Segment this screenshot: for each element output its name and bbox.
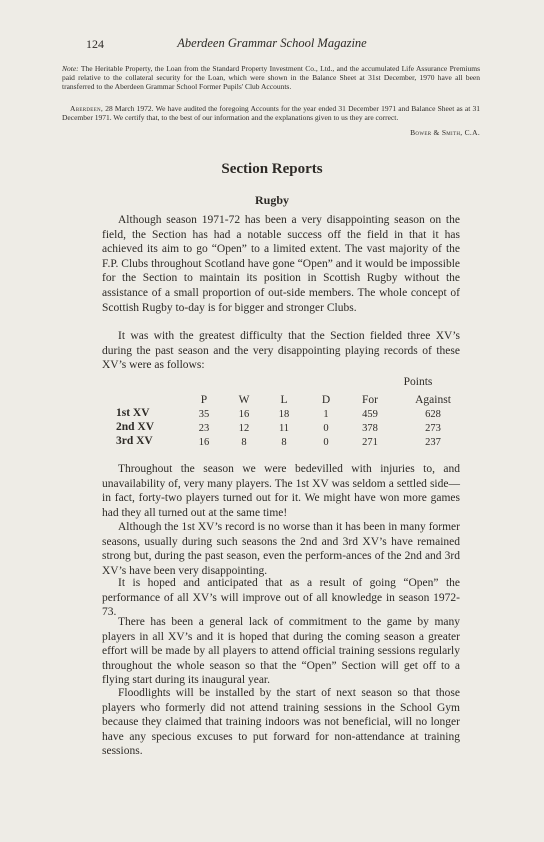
table-cell: 23 bbox=[198, 423, 210, 434]
table-group-header: Points bbox=[403, 376, 433, 388]
body-paragraph-3: It is hoped and anticipated that as a result of going “Open” the performance of all XV’s will improve out of all knowledge in season 1972-73. bbox=[102, 577, 460, 619]
table-header-d: D bbox=[321, 394, 331, 406]
table-header-w: W bbox=[238, 394, 250, 406]
table-cell: 0 bbox=[323, 423, 329, 434]
section-title: Section Reports bbox=[221, 161, 323, 177]
audit-place: Aberdeen, bbox=[70, 104, 104, 113]
table-cell: 0 bbox=[323, 437, 329, 448]
table-cell: 35 bbox=[198, 409, 210, 420]
table-cell: 378 bbox=[362, 423, 378, 434]
table-cell: 459 bbox=[362, 409, 378, 420]
table-cell: 1 bbox=[323, 409, 329, 420]
table-header-l: L bbox=[280, 394, 288, 406]
body-paragraph-4: There has been a general lack of commitment to the game by many players in all XV’s and it is hoped that during the coming season a greater effort will be made by all players to attend official training sessions regularly throughout the whole season so that the “Open” Section will get off to a flying start during its inaugural year. bbox=[102, 616, 460, 687]
intro-paragraph-2: It was with the greatest difficulty that the Section fielded three XV’s during the past season and the very disappointing playing records of these XV’s were as follows: bbox=[102, 330, 460, 372]
auditor-signature: Bower & Smith, C.A. bbox=[410, 128, 480, 137]
note-lead: Note: bbox=[62, 64, 79, 73]
table-cell: 237 bbox=[425, 437, 441, 448]
note-text: The Heritable Property, the Loan from the Standard Property Investment Co., Ltd., and the accumulated Life Assurance Premiums paid relative to the collateral security for the Loan, which were shown in the Balance Sheet at 31st December, 1970 have all been transferred to the Aberdeen Grammar School Former Pupils' Club Accounts. bbox=[62, 64, 480, 91]
table-cell: 271 bbox=[362, 437, 378, 448]
table-cell: 8 bbox=[241, 437, 247, 448]
page-number: 124 bbox=[86, 37, 104, 51]
audit-statement bbox=[62, 104, 480, 122]
table-cell: 16 bbox=[198, 437, 210, 448]
intro-paragraph-1: Although season 1971-72 has been a very disappointing season on the field, the Section has had a notable success off the field in that it has achieved its aim to go “Open” to a limited extent. The vast majority of the F.P. Clubs throughout Scotland have gone “Open” and it would be impossible for the Section to maintain its position in Scottish Rugby without the assistance of a small proportion of out-side members. The whole concept of Scottish Rugby to-day is for bigger and stronger Clubs. bbox=[102, 214, 460, 314]
table-cell: 16 bbox=[238, 409, 250, 420]
table-cell: 273 bbox=[425, 423, 441, 434]
running-head: Aberdeen Grammar School Magazine bbox=[177, 36, 367, 50]
accounts-note bbox=[62, 64, 480, 91]
body-paragraph-2: Although the 1st XV’s record is no worse than it has been in many former seasons, usually during such seasons the 2nd and 3rd XV’s have remained strong but, during the past season, even the perform-ances of the 2nd and 3rd XV’s have been very disappointing. bbox=[102, 521, 460, 577]
body-paragraph-1: Throughout the season we were bedevilled with injuries to, and unavailability of, very many players. The 1st XV was seldom a settled side—in fact, forty-two players turned out for it. We might have won more games had they all turned out at the same time! bbox=[102, 463, 460, 519]
table-row-label: 2nd XV bbox=[116, 421, 155, 433]
table-header-p: P bbox=[200, 394, 208, 406]
table-cell: 18 bbox=[278, 409, 290, 420]
audit-text: 28 March 1972. We have audited the foregoing Accounts for the year ended 31 December 1971 and Balance Sheet as at 31 December 1971. We certify that, to the best of our information and the explanations given to us they are correct. bbox=[62, 104, 480, 122]
table-header-for: For bbox=[362, 394, 378, 406]
table-cell: 11 bbox=[278, 423, 290, 434]
table-row-label: 1st XV bbox=[116, 407, 150, 419]
table-cell: 12 bbox=[238, 423, 250, 434]
table-cell: 628 bbox=[425, 409, 441, 420]
subsection-title: Rugby bbox=[254, 193, 289, 207]
table-row-label: 3rd XV bbox=[116, 435, 153, 447]
table-header-against: Against bbox=[415, 394, 451, 406]
table-cell: 8 bbox=[281, 437, 287, 448]
body-paragraph-5: Floodlights will be installed by the start of next season so that those players who formerly did not attend training sessions in the School Gym because they claimed that training indoors was not beneficial, will no longer have any specious excuses to put forward for non-attendance at training sessions. bbox=[102, 687, 460, 758]
